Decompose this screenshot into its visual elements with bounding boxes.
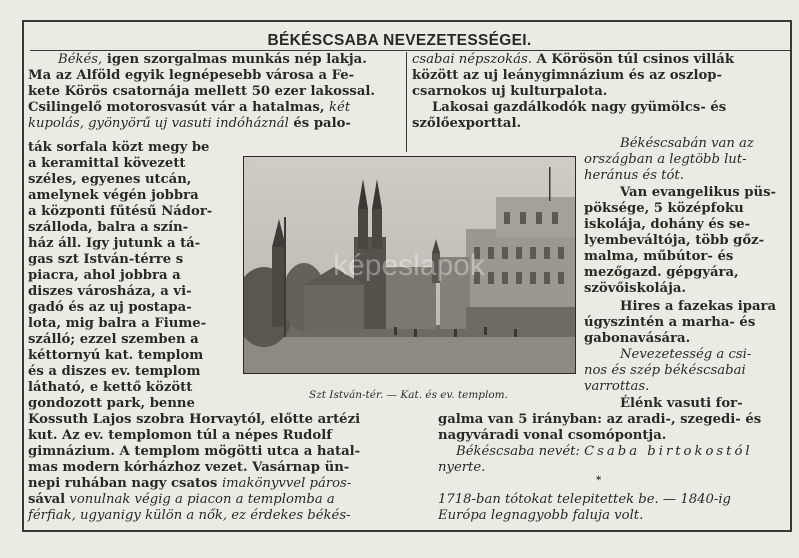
- text-line: mas modern kórházhoz vezet. Vasárnap ün-: [28, 460, 350, 475]
- text-line: sával vonulnak végig a piacon a templomba a: [28, 492, 335, 507]
- text-line: Kossuth Lajos szobra Horvaytól, előtte artézi: [28, 412, 361, 427]
- text-line: nagyváradi vonal csomópontja.: [438, 428, 667, 443]
- text-line: amelynek végén jobbra: [28, 188, 199, 203]
- text-line: heránus és tót.: [584, 168, 684, 183]
- text-line: és a diszes ev. templom: [28, 364, 201, 379]
- text-line: szálloda, balra a szín-: [28, 220, 189, 235]
- photo-caption: Szt István-tér. — Kat. és ev. templom.: [309, 389, 508, 401]
- watermark-text: képeslapok: [333, 249, 485, 282]
- text-line: nyerte.: [438, 460, 486, 475]
- text-line: szőlőexporttal.: [412, 116, 522, 131]
- text-line: gabonavására.: [584, 331, 691, 346]
- text-line: Csilingelő motorosvasút vár a hatalmas, két: [28, 100, 351, 115]
- text-line: lota, mig balra a Fiume-: [28, 316, 207, 331]
- text-line: úgyszintén a marha- és: [584, 315, 756, 330]
- text-line: iskolája, dohány és se-: [584, 217, 751, 232]
- text-line: Van evangelikus püs-: [620, 185, 777, 200]
- separator-star: *: [596, 475, 602, 486]
- text-line: Békéscsabán van az: [620, 136, 754, 151]
- text-line: 1718-ban tótokat telepitettek be. — 1840-ig: [438, 492, 731, 507]
- text-line: a keramittal kövezett: [28, 156, 186, 171]
- text-line: nepi ruhában nagy csatos imakönyvvel páros-: [28, 476, 352, 491]
- text-line: Nevezetesség a csi-: [620, 347, 752, 362]
- text-line: szövőiskolája.: [584, 281, 686, 296]
- text-line: galma van 5 irányban: az aradi-, szegedi- és: [438, 412, 762, 427]
- text-line: szálló; ezzel szemben a: [28, 332, 199, 347]
- text-line: csabai népszokás. A Körösön túl csinos villák: [412, 52, 734, 67]
- page-title: BÉKÉSCSABA NEVEZETESSÉGEI.: [267, 32, 532, 49]
- text-line: Hires a fazekas ipara: [620, 299, 777, 314]
- text-line: nos és szép békéscsabai: [584, 363, 746, 378]
- text-line: kupolás, gyönyörű uj vasuti indóháznál és palo-: [28, 116, 351, 131]
- text-line: diszes városháza, a vi-: [28, 284, 192, 299]
- title-rule: [30, 50, 790, 51]
- text-line: ták sorfala közt megy be: [28, 140, 210, 155]
- text-line: kéttornyú kat. templom: [28, 348, 204, 363]
- text-line: ház áll. Igy jutunk a tá-: [28, 236, 201, 251]
- text-line: varrottas.: [584, 379, 650, 394]
- text-line: kete Körös csatornája mellett 50 ezer lakossal.: [28, 84, 375, 99]
- text-line: férfiak, ugyanigy külön a nők, ez érdekes békés-: [28, 508, 351, 523]
- text-line: között az uj leánygimnázium és az oszlop-: [412, 68, 722, 83]
- text-line: látható, e kettő között: [28, 380, 193, 395]
- text-line: országban a legtöbb lut-: [584, 152, 747, 167]
- text-line: mezőgazd. gépgyára,: [584, 265, 739, 280]
- text-line: Lakosai gazdálkodók nagy gyümölcs- és: [432, 100, 727, 115]
- text-line: lyembeváltója, több gőz-: [584, 233, 765, 248]
- text-line: Európa legnagyobb faluja volt.: [438, 508, 644, 523]
- text-line: a központi fűtésű Nádor-: [28, 204, 213, 219]
- text-line: gondozott park, benne: [28, 396, 195, 411]
- town-square-photo: [243, 156, 576, 374]
- text-line: Békéscsaba nevét: Csaba birtokostól: [456, 444, 753, 459]
- text-line: Élénk vasuti for-: [620, 396, 743, 411]
- text-line: piacra, ahol jobbra a: [28, 268, 181, 283]
- text-line: széles, egyenes utcán,: [28, 172, 192, 187]
- text-line: csarnokos uj kulturpalota.: [412, 84, 608, 99]
- text-line: pöksége, 5 középfoku: [584, 201, 744, 216]
- text-line: gimnázium. A templom mögötti utca a hatal-: [28, 444, 361, 459]
- text-line: Békés, igen szorgalmas munkás nép lakja.: [58, 52, 367, 67]
- text-line: kut. Az ev. templomon túl a népes Rudolf: [28, 428, 332, 443]
- text-line: gadó és az uj postapa-: [28, 300, 192, 315]
- text-line: Ma az Alföld egyik legnépesebb városa a Fe-: [28, 68, 355, 83]
- text-line: gas szt István-térre s: [28, 252, 184, 267]
- text-line: malma, műbútor- és: [584, 249, 734, 264]
- column-divider: [406, 52, 407, 152]
